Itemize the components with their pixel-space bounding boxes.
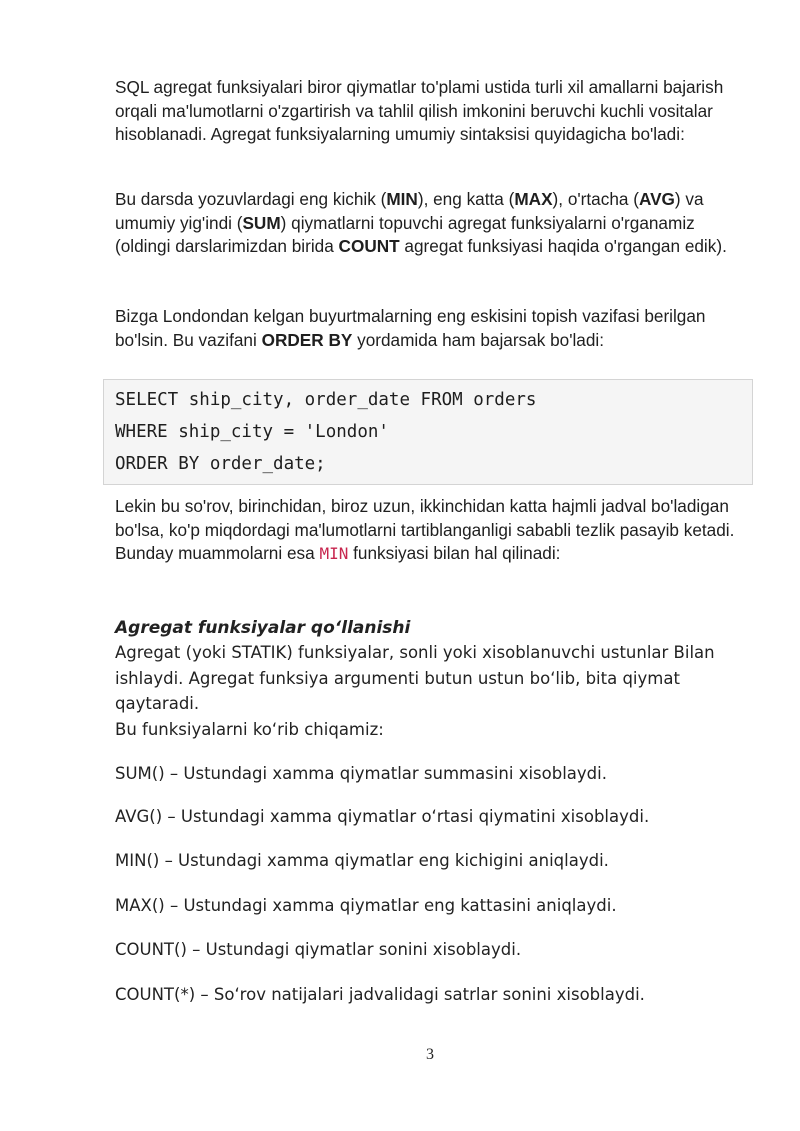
code-line: ORDER BY order_date; <box>115 454 326 474</box>
text-run: ) qiymatlarni topuvchi agregat funksiyalarni o'rganamiz (oldingi darslarimizdan birida <box>115 212 695 257</box>
function-item-count-star: COUNT(*) – So‘rov natijalari jadvalidagi satrlar sonini xisoblaydi. <box>115 985 645 1004</box>
keyword-sum: SUM <box>242 212 281 233</box>
function-item-count: COUNT() – Ustundagi qiymatlar sonini xisoblaydi. <box>115 940 522 959</box>
keyword-order-by: ORDER BY <box>261 329 353 350</box>
keyword-min: MIN <box>386 189 418 209</box>
sql-code-block <box>103 379 753 485</box>
page-number: 3 <box>426 1046 434 1063</box>
text-run: yordamida ham bajarsak bo'ladi: <box>352 329 605 350</box>
paragraph-task <box>115 305 740 352</box>
text-run: Lekin bu so'rov, birinchidan, biroz uzun, ikkinchidan katta hajmli jadval bo'ladigan bo'lsa, ko'p miqdordagi ma'lumotlarni tartiblanganligi sababli tezlik pasayib ketadi. Bunday muammolarni esa <box>115 496 735 564</box>
keyword-max: MAX <box>514 189 553 209</box>
paragraph-functions-overview <box>115 188 740 259</box>
section-heading: Agregat funksiyalar qo‘llanishi <box>115 618 411 638</box>
text-run: Bu darsda yozuvlardagi eng kichik ( <box>115 189 387 209</box>
paragraph-intro: SQL agregat funksiyalari biror qiymatlar to'plami ustida turli xil amallarni bajarish orqali ma'lumotlarni o'zgartirish va tahlil qilish imkonini beruvchi kuchli vositalar hisoblanadi. Agregat funksiyalarning umumiy sintaksisi quyidagicha bo'ladi: <box>115 77 724 145</box>
text-run: ) va umumiy yig'indi ( <box>115 189 704 233</box>
keyword-count: COUNT <box>338 236 400 257</box>
text-run: ), eng katta ( <box>417 189 515 209</box>
inline-code-min: MIN <box>319 544 349 564</box>
function-item-avg: AVG() – Ustundagi xamma qiymatlar o‘rtasi qiymatini xisoblaydi. <box>115 807 650 826</box>
section-lead: Bu funksiyalarni ko‘rib chiqamiz: <box>115 720 384 739</box>
text-run: funksiyasi bilan hal qilinadi: <box>348 543 561 564</box>
paragraph-min-solution <box>115 495 740 566</box>
code-line: WHERE ship_city = 'London' <box>115 422 389 442</box>
section-intro: Agregat (yoki STATIK) funksiyalar, sonli yoki xisoblanuvchi ustunlar Bilan ishlaydi. Agregat funksiya argumenti butun ustun bo‘lib, bita qiymat qaytaradi. <box>115 643 715 713</box>
text-run: agregat funksiyasi haqida o'rgangan edik). <box>399 236 727 257</box>
function-item-max: MAX() – Ustundagi xamma qiymatlar eng kattasini aniqlaydi. <box>115 896 617 915</box>
code-line: SELECT ship_city, order_date FROM orders <box>115 390 537 410</box>
function-item-min: MIN() – Ustundagi xamma qiymatlar eng kichigini aniqlaydi. <box>115 851 609 870</box>
keyword-avg: AVG <box>638 189 675 209</box>
text-run: ), o'rtacha ( <box>552 189 639 209</box>
function-item-sum: SUM() – Ustundagi xamma qiymatlar summasini xisoblaydi. <box>115 764 607 783</box>
text-run: Bizga Londondan kelgan buyurtmalarning eng eskisini topish vazifasi berilgan bo'lsin. Bu vazifani <box>115 306 706 350</box>
